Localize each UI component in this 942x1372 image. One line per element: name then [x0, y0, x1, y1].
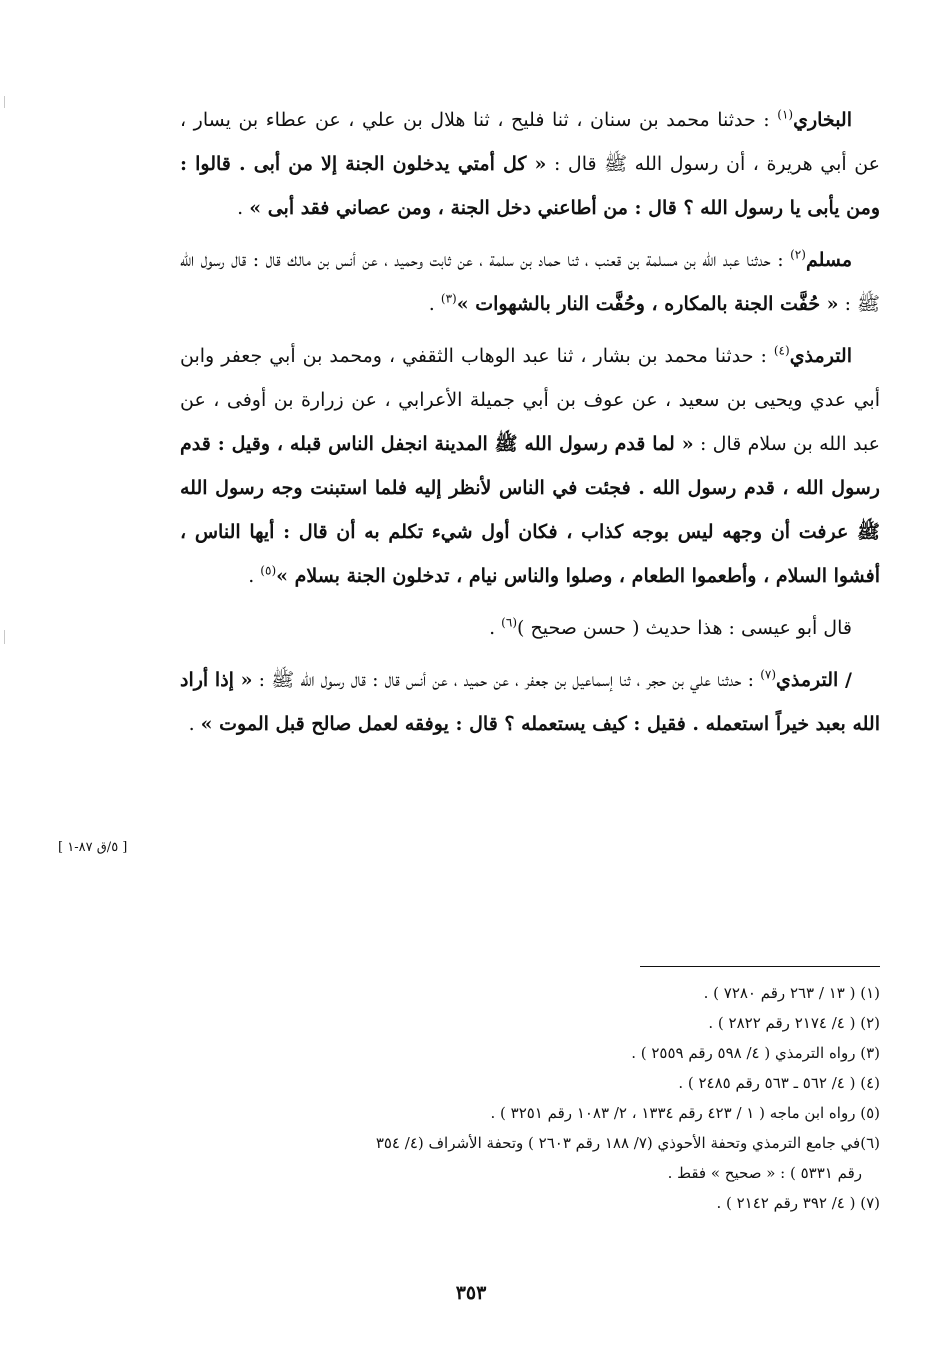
narrator-name: البخاري — [793, 109, 852, 131]
grading-text: قال أبو عيسى : هذا حديث ( حسن صحيح ) — [517, 617, 852, 639]
isnad-text: : حدثنا عبد الله بن مسلمة بن قعنب ، ثنا حماد بن سلمة ، عن ثابت وحميد ، عن أنس بن مالك قال : قال رسول الله ﷺ : — [180, 249, 880, 315]
footnote-2: (٢) ( ٤/ ٢١٧٤ رقم ٢٨٢٢ ) . — [708, 1014, 880, 1032]
hadith-text: « إذا أراد الله بعبد خيراً استعمله . فقيل : كيف يستعمله ؟ قال : يوفقه لعمل صالح قبل الموت » — [180, 669, 880, 735]
grading-paragraph — [180, 606, 880, 650]
narrator-name: مسلم — [805, 249, 852, 271]
footnotes — [180, 978, 880, 1218]
footnote-ref: (٢) — [790, 247, 806, 262]
main-text — [180, 98, 880, 754]
footnote-ref: (٤) — [773, 343, 790, 358]
footnote-ref: (٦) — [501, 615, 517, 630]
narrator-name: / الترمذي — [776, 669, 852, 691]
footnote-4: (٤) ( ٤/ ٥٦٢ ـ ٥٦٣ رقم ٢٤٨٥ ) . — [678, 1074, 880, 1092]
end-punct: . — [237, 197, 250, 219]
isnad-text: : حدثنا علي بن حجر ، ثنا إسماعيل بن جعفر ، عن حميد ، عن أنس قال : قال رسول الله ﷺ : — [252, 669, 761, 691]
end-punct: . — [489, 617, 502, 639]
footnote-1: (١) ( ١٣ / ٢٦٣ رقم ٧٢٨٠ ) . — [703, 984, 880, 1002]
footnote-ref: (٥) — [260, 563, 277, 578]
footnote-separator — [640, 966, 880, 967]
scan-mark-top — [4, 96, 5, 108]
end-punct: . — [188, 713, 201, 735]
hadith-text: « حُفَّت الجنة بالمكاره ، وحُفَّت النار بالشهوات » — [456, 293, 839, 315]
footnote-6: (٦)في جامع الترمذي وتحفة الأحوذي (٧/ ١٨٨ رقم ٢٦٠٣ ) وتحفة الأشراف (٤/ ٣٥٤ — [375, 1134, 880, 1152]
isnad-text: : حدثنا محمد بن سنان ، ثنا فليح ، ثنا هلال بن علي ، عن عطاء بن يسار ، عن أبي هريرة ، أن رسول الله ﷺ قال : — [180, 109, 881, 175]
footnote-7: (٧) ( ٤/ ٣٩٢ رقم ٢١٤٢ ) . — [716, 1194, 880, 1212]
scan-mark-side — [4, 630, 5, 644]
page-number: ٣٥٣ — [455, 1282, 487, 1304]
hadith-paragraph-4 — [180, 658, 880, 746]
footnote-5: (٥) رواه ابن ماجه ( ١ / ٤٢٣ رقم ١٣٣٤ ، ٢/ ١٠٨٣ رقم ٣٢٥١ ) . — [490, 1104, 880, 1122]
end-punct: . — [248, 565, 261, 587]
footnote-ref: (٧) — [760, 667, 777, 682]
manuscript-folio-note: [ ٥/ق ٨٧-١ ] — [58, 840, 128, 855]
narrator-name: الترمذي — [789, 345, 852, 367]
footnote-ref: (١) — [777, 107, 794, 122]
hadith-paragraph-2 — [180, 238, 880, 326]
hadith-paragraph-1 — [180, 98, 880, 230]
end-punct: . — [428, 293, 441, 315]
hadith-text: « لما قدم رسول الله ﷺ المدينة انجفل الناس قبله ، وقيل : قدم رسول الله ، قدم رسول الله . فجئت في الناس لأنظر إليه فلما استبنت وجه رسول الله ﷺ عرفت أن وجهه ليس بوجه كذاب ، فكان أول شيء تكلم به أن قال : أيها الناس ، أفشوا السلام ، وأطعموا الطعام ، وصلوا والناس نيام ، تدخلون الجنة بسلام » — [180, 433, 880, 587]
hadith-paragraph-3 — [180, 334, 880, 598]
hadith-text: « كل أمتي يدخلون الجنة إلا من أبى . قالوا : ومن يأبى يا رسول الله ؟ قال : من أطاعني دخل الجنة ، ومن عصاني فقد أبى » — [180, 153, 880, 219]
footnote-ref: (٣) — [440, 291, 457, 306]
footnote-6-continued: رقم ٥٣٣١ ) : « صحيح » فقط . — [667, 1164, 862, 1182]
isnad-text: : حدثنا محمد بن بشار ، ثنا عبد الوهاب الثقفي ، ومحمد بن أبي جعفر وابن أبي عدي ويحيى بن سعيد ، عن عوف بن أبي جميلة الأعرابي ، عن زرارة بن أوفى ، عن عبد الله بن سلام قال : — [180, 345, 880, 455]
footnote-3: (٣) رواه الترمذي ( ٤/ ٥٩٨ رقم ٢٥٥٩ ) . — [631, 1044, 880, 1062]
